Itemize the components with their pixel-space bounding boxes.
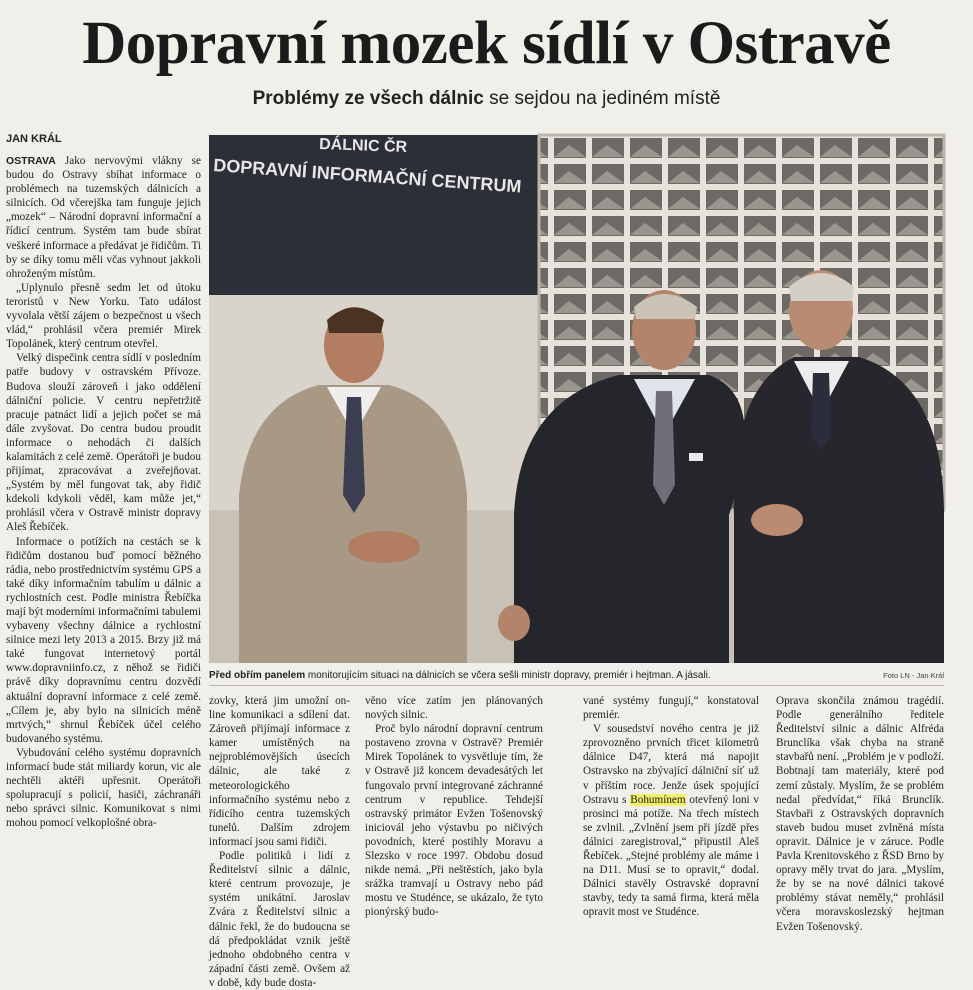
byline: JAN KRÁL — [6, 133, 62, 145]
paragraph-text: Jako nervovými vlákny se budou do Ostravy sbíhat informace o problémech na tuzemských dálnicích a silnicích. Od včerejška tam funguje jejich „mozek“ – Národní dopravní informační a řídicí centrum. Systém tam bude sbírat veškeré informace a předávat je řidičům. Ti by se díky tomu měli včas vyhnout jakkoli ohroženým místům. — [6, 155, 201, 280]
highlighted-word: Bohumínem — [630, 793, 686, 806]
photo-illustration — [209, 135, 944, 663]
paragraph-text: V sousedství nového centra je již zprovozněno prvních třicet kilometrů dálnice D47, která má napojit Ostravsko na zbývající dálniční síť už v příštím roce. Jenže úsek spojující Ostravu s — [583, 723, 759, 806]
sign-top-text: DÁLNIC ČR — [318, 136, 408, 157]
paragraph: Podle politiků i lidí z Ředitelství silnic a dálnic, které centrum provozuje, je systém unikátní. Jaroslav Zvára z Ředitelství silnic a dálnic řekl, že do budoucna se dá předpokládat vznik ještě jednoho obdobného centra v západní části země. Ovšem až v době, kdy bude dosta- — [209, 850, 350, 989]
subheadline — [0, 86, 973, 112]
paragraph: Vybudování celého systému dopravních informací bude stát miliardy korun, vic ale nechtěli aktéři upřesnit. Operátoři spolupracují s policií, hasiči, záchranáři nebo správci silnic. Komunikovat s nimi mohou pomocí velkoplošné obra- — [6, 746, 201, 830]
photo-caption — [209, 668, 944, 684]
article-column-1 — [6, 154, 201, 934]
paragraph: Velký dispečink centra sídlí v posledním patře budovy v ostravském Přívoze. Budova slouží zároveň i jako oddělení dálniční policie. V centru nepřetržitě pracuje patnáct lidí a jejich počet se má dále zvyšovat. Do centra budou proudit informace o nehodách či dalších kalamitách z celé země. Operátoři je budou přijímat, zpracovávat a zveřejňovat. „Systém by měl fungovat tak, aby řidič kdekoli kdykoli věděl, kam může jet,“ prohlásil včera v Ostravě ministr dopravy Aleš Řebíček. — [6, 352, 201, 534]
subheadline-rest: se sejdou na jediném místě — [483, 88, 721, 109]
photo-credit: Foto LN - Jan Král — [883, 671, 944, 680]
paragraph: Oprava skončila známou tragédií. Podle generálního ředitele Ředitelství silnic a dálnic Alfréda Brunclíka však chyba na straně stavbařů není. „Problém je v podloží. Bobtnají tam materiály, které pod zemí zůstaly. Myslím, že se problém nedal předvídat,“ říká Brunclík. Stavbaři z Ostravských dopravních staveb budou muset zvlněná místa opravit. Dálnice je v záruce. Podle Pavla Krenitovského z ŘSD Brno by opravy měly trvat do jara. „Myslím, že by se na nové dálnici takové problémy stávat neměly,“ prohlásil včera moravskoslezský hejtman Evžen Tošenovský. — [776, 695, 944, 933]
subheadline-bold: Problémy ze všech dálnic — [252, 88, 484, 109]
dateline: OSTRAVA — [6, 155, 56, 167]
article-column-4 — [583, 694, 759, 934]
paragraph — [583, 722, 759, 919]
paragraph: „Uplynulo přesně sedm let od útoku teroristů v New Yorku. Tato událost vyvolala větší zájem o bezpečnost u všech vlád,“ prohlásil včera premiér Mirek Topolánek, který centrum otevřel. — [6, 281, 201, 351]
paragraph-text: otevřený loni v prosinci má potíže. Na třech místech se zvlnil. „Zvlnění jsem při jízdě přes dálnici zaregistroval,“ připustil Aleš Řebíček. „Stejné problémy ale máme i na D11. Musí se to opravit,“ dodal. Dálnici stavěly Ostravské dopravní stavby, tedy ta samá firma, která měla opravit most ve Studénce. — [583, 793, 759, 919]
article-column-2 — [209, 694, 350, 989]
caption-text: monitorujícím situaci na dálnicích se včera sešli ministr dopravy, premiér i hejtman. A jásali. — [305, 670, 711, 681]
article-photo — [209, 135, 944, 663]
headline: Dopravní mozek sídlí v Ostravě — [82, 10, 891, 77]
paragraph: Proč bylo národní dopravní centrum postaveno zrovna v Ostravě? Premiér Mirek Topolánek to vysvětluje tím, že v Ostravě již koncem devadesátých let fungovalo první integrované záchranné centrum v republice. Tehdejší ostravský primátor Evžen Tošenovský iniciovál jeho výstavbu po ničivých povodních, které postihly Moravu a Slezsko v roce 1997. Obdobu dosud nikde nemá. „Při neštěstích, jako byla srážka tramvají u Ostravy nebo pád mostu ve Studénce, se ukázalo, že tyto pionýrský budo- — [365, 723, 543, 919]
paragraph: zovky, která jim umožní on-line komunikaci a sdílení dat. Zároveň přijímají informace z kamer umístěných na nejproblémovějších úsecích dálnic, ale také z meteorologického informačního systému nebo z řídicího centra tuzemských tunelů. Dalším zdrojem informací jsou sami řidiči. — [209, 695, 350, 848]
caption-divider — [209, 685, 944, 686]
article-column-5 — [776, 694, 944, 934]
paragraph — [6, 154, 201, 281]
paragraph: Informace o potížích na cestách se k řidičům dostanou buď pomocí běžného rádia, nebo prostřednictvím systému GPS a také díky informačním tabulím u dálnic a rychlostních cest. Podle ministra Řebíčka mají být moderními informačními tabulemi vybaveny všechny dálnice a rychlostní silnice mezi lety 2013 a 2015. Brzy již má také fungovat internetový portál www.dopravniinfo.cz, z něhož se řidiči právě díky dopravnímu centru dozvědí aktuální dopravní informace z celé země. „Cílem je, aby bylo na silnicích méně mrtvých,“ shrnul Řebíček účel celého budovaného systému. — [6, 535, 201, 745]
paragraph: věno více zatím jen plánovaných nových silnic. — [365, 695, 543, 722]
article-column-3 — [365, 694, 543, 934]
paragraph: vané systémy fungují,“ konstatoval premiér. — [583, 695, 759, 722]
caption-bold: Před obřím panelem — [209, 670, 306, 681]
sign-main-text: DOPRAVNÍ INFORMAČNÍ CENTRUM — [212, 155, 523, 197]
